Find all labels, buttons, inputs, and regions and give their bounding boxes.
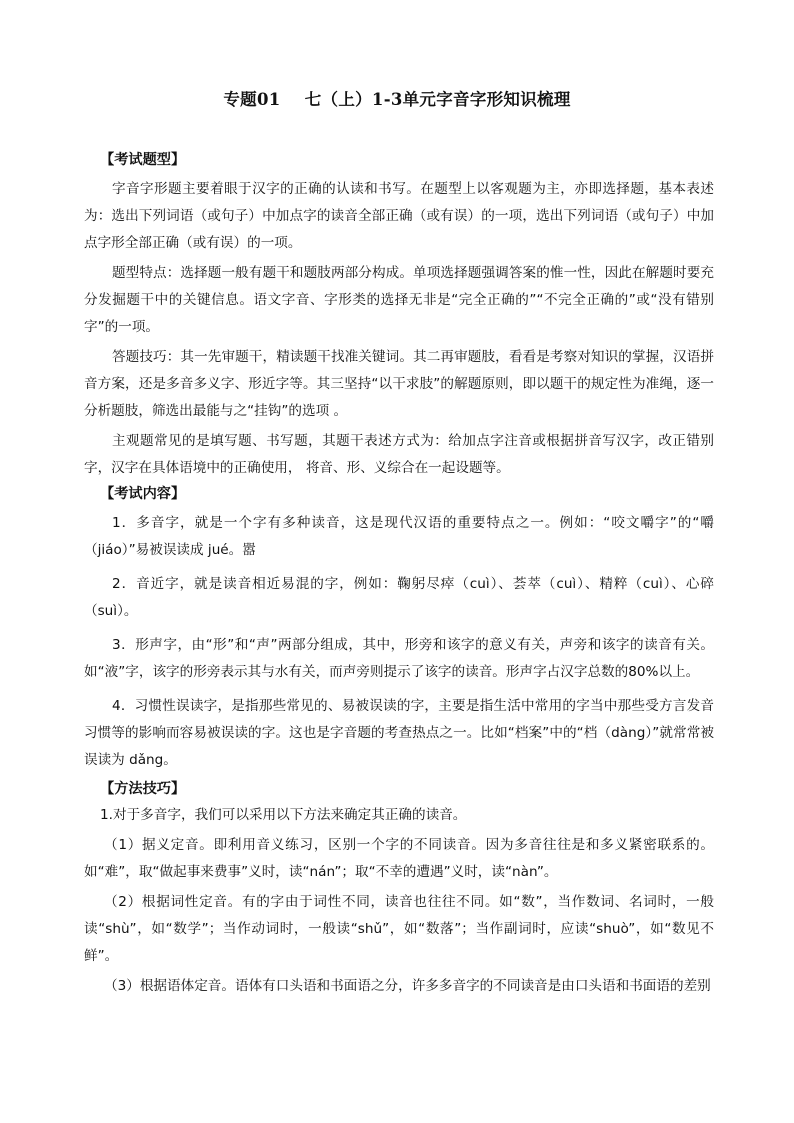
section-heading-methods: 【方法技巧】	[100, 781, 186, 797]
section-heading-exam-content: 【考试内容】	[100, 486, 186, 502]
paragraph: （3）根据语体定音。语体有口头语和书面语之分，许多多音字的不同读音是由口头语和书面语的差别	[104, 978, 711, 994]
paragraph: （2）根据词性定音。有的字由于词性不同，读音也往往不同。如“数”，当作数词、名词时，一般读“shù”，如“数学”；当作动词时，一般读“shǔ”，如“数落”；当作副词时，应读“shuò”，如“数见不鲜”。	[84, 894, 714, 964]
paragraph: 2．音近字，就是读音相近易混的字，例如：鞠躬尽瘁（cuì）、荟萃（cuì）、精粹（cuì）、心碎（suì）。	[84, 576, 714, 619]
paragraph: 主观题常见的是填写题、书写题，其题干表述方式为：给加点字注音或根据拼音写汉字，改正错别字，汉字在具体语境中的正确使用， 将音、形、义综合在一起设题等。	[84, 433, 714, 476]
paragraph: 题型特点：选择题一般有题干和题肢两部分构成。单项选择题强调答案的惟一性，因此在解题时要充分发掘题干中的关键信息。语文字音、字形类的选择无非是“完全正确的”“不完全正确的”或“没有错别字”的一项。	[84, 265, 714, 335]
paragraph: 答题技巧：其一先审题干，精读题干找准关键词。其二再审题肢，看看是考察对知识的掌握，汉语拼音方案，还是多音多义字、形近字等。其三坚持“以干求肢”的解题原则，即以题干的规定性为准绳，逐一分析题肢，筛选出最能与之“挂钩”的选项 。	[84, 349, 714, 419]
paragraph: 1．多音字，就是一个字有多种读音，这是现代汉语的重要特点之一。例如：“咬文嚼字”的“嚼（jiáo）”易被误读成 jué。嚣	[84, 515, 714, 558]
paragraph: 字音字形题主要着眼于汉字的正确的认读和书写。在题型上以客观题为主，亦即选择题，基本表述为：选出下列词语（或句子）中加点字的读音全部正确（或有误）的一项，选出下列词语（或句子）中加点字形全部正确（或有误）的一项。	[84, 181, 714, 251]
paragraph: 3．形声字，由“形”和“声”两部分组成，其中，形旁和该字的意义有关，声旁和该字的读音有关。如“液”字，该字的形旁表示其与水有关，而声旁则提示了该字的读音。形声字占汉字总数的80%以上。	[84, 637, 714, 680]
section-heading-exam-type: 【考试题型】	[100, 152, 186, 168]
paragraph: 1.对于多音字，我们可以采用以下方法来确定其正确的读音。	[100, 807, 467, 823]
paragraph: 4．习惯性误读字，是指那些常见的、易被误读的字，主要是指生活中常用的字当中那些受方言发音习惯等的影响而容易被误读的字。这也是字音题的考查热点之一。比如“档案”中的“档（dàng）”就常常被误读为 dǎng。	[84, 698, 714, 768]
page-title: 专题01 七（上）1-3单元字音字形知识梳理	[223, 90, 571, 109]
paragraph: （1）据义定音。即利用音义练习，区别一个字的不同读音。因为多音往往是和多义紧密联系的。如“难”，取“做起事来费事”义时，读“nán”；取“不幸的遭遇”义时，读“nàn”。	[84, 837, 714, 880]
document-body	[84, 148, 714, 1000]
